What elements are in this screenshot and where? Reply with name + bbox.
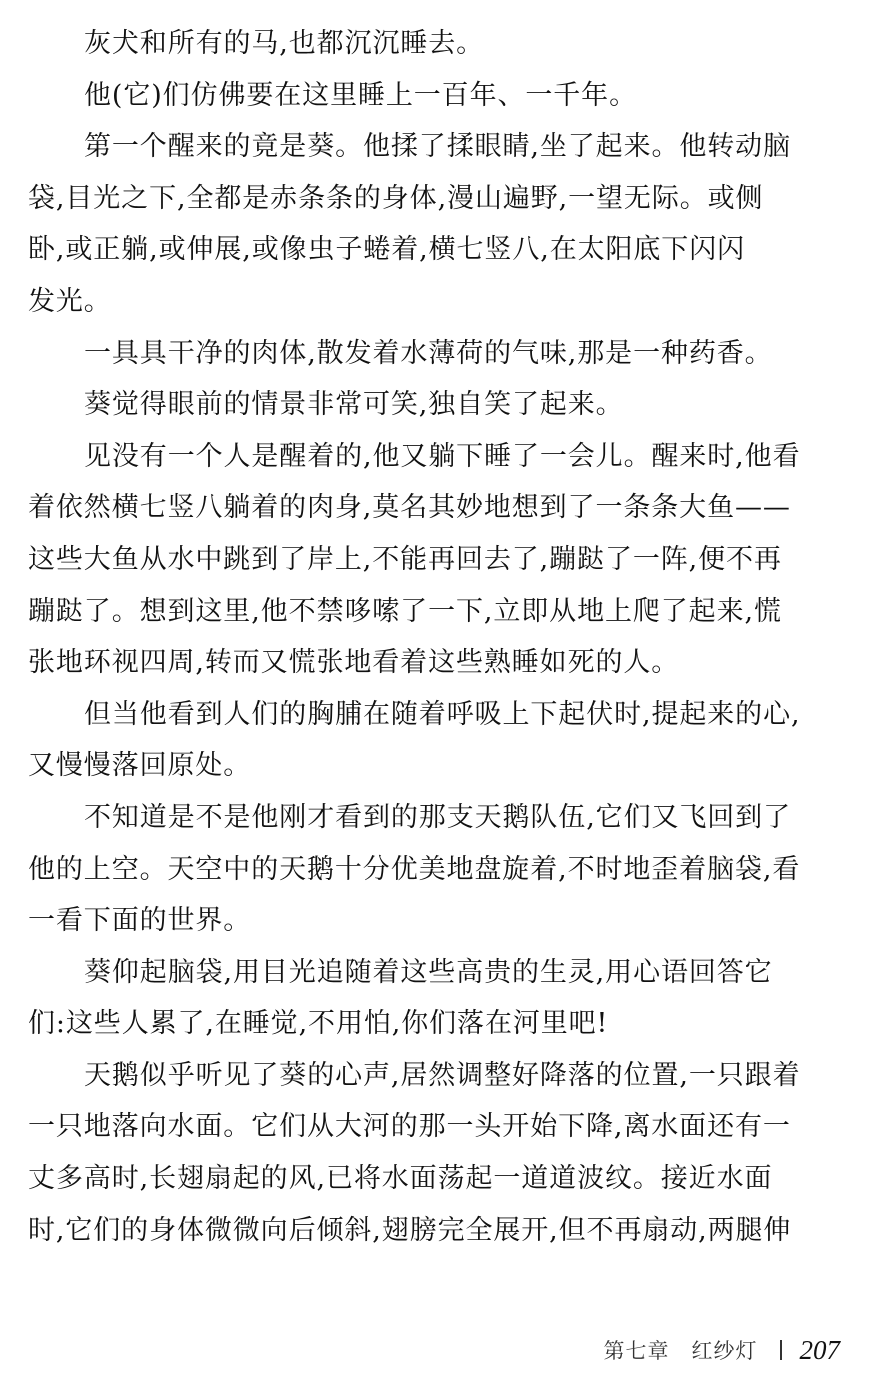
text-line: 天鹅似乎听见了葵的心声,居然调整好降落的位置,一只跟着 (84, 1059, 801, 1091)
text-line: 着依然横七竖八躺着的肉身,莫名其妙地想到了一条条大鱼—— (28, 492, 791, 524)
text-line: 葵觉得眼前的情景非常可笑,独自笑了起来。 (84, 389, 624, 421)
text-line: 们:这些人累了,在睡觉,不用怕,你们落在河里吧! (28, 1008, 609, 1040)
text-line: 葵仰起脑袋,用目光追随着这些高贵的生灵,用心语回答它 (84, 956, 773, 988)
text-line: 又慢慢落回原处。 (28, 750, 252, 782)
text-line: 张地环视四周,转而又慌张地看着这些熟睡如死的人。 (28, 647, 680, 679)
text-line: 灰犬和所有的马,也都沉沉睡去。 (84, 28, 485, 59)
text-line: 蹦跶了。想到这里,他不禁哆嗦了一下,立即从地上爬了起来,慌 (28, 595, 782, 627)
footer-separator (780, 1340, 782, 1360)
text-line: 不知道是不是他刚才看到的那支天鹅队伍,它们又飞回到了 (84, 801, 791, 833)
text-line: 这些大鱼从水中跳到了岸上,不能再回去了,蹦跶了一阵,便不再 (28, 543, 782, 575)
text-line: 一只地落向水面。它们从大河的那一头开始下降,离水面还有一 (28, 1111, 791, 1143)
text-line: 一具具干净的肉体,散发着水薄荷的气味,那是一种药香。 (84, 337, 773, 369)
text-line: 发光。 (28, 285, 112, 317)
chapter-title: 红纱灯 (691, 1339, 758, 1363)
text-line: 他的上空。天空中的天鹅十分优美地盘旋着,不时地歪着脑袋,看 (28, 853, 801, 885)
text-line: 时,它们的身体微微向后倾斜,翅膀完全展开,但不再扇动,两腿伸 (28, 1214, 792, 1246)
text-line: 袋,目光之下,全都是赤条条的身体,漫山遍野,一望无际。或侧 (28, 182, 764, 214)
page-body-text (28, 18, 844, 1256)
page-number: 207 (799, 1334, 840, 1365)
chapter-number: 第七章 (603, 1339, 670, 1363)
page-footer (604, 1330, 841, 1370)
text-line: 一看下面的世界。 (28, 905, 252, 937)
text-line: 但当他看到人们的胸脯在随着呼吸上下起伏时,提起来的心, (84, 698, 801, 730)
text-line: 他(它)们仿佛要在这里睡上一百年、一千年。 (84, 79, 637, 111)
text-line: 卧,或正躺,或伸展,或像虫子蜷着,横七竖八,在太阳底下闪闪 (28, 234, 746, 266)
text-line: 见没有一个人是醒着的,他又躺下睡了一会儿。醒来时,他看 (84, 440, 801, 472)
text-line: 第一个醒来的竟是葵。他揉了揉眼睛,坐了起来。他转动脑 (84, 131, 791, 163)
text-line: 丈多高时,长翅扇起的风,已将水面荡起一道道波纹。接近水面 (28, 1163, 773, 1195)
